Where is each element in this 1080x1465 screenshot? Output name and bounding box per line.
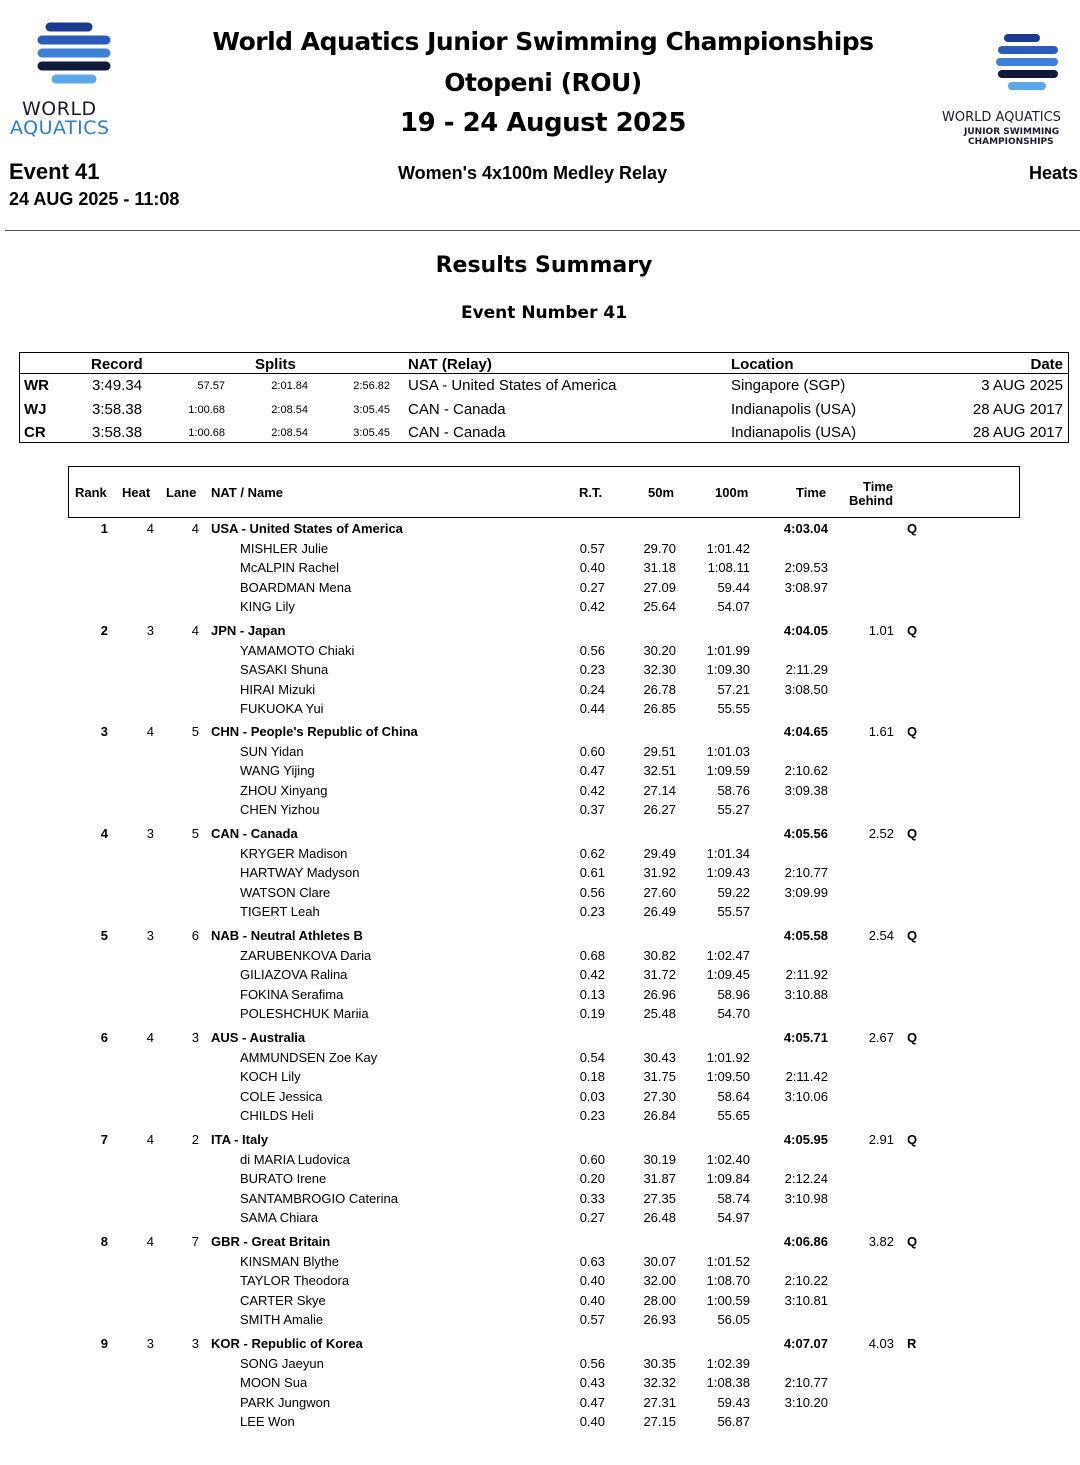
swimmer-name: ZARUBENKOVA Daria (240, 947, 372, 963)
swimmer-split-50m: 25.64 (643, 599, 676, 615)
team-qualification: Q (907, 826, 918, 841)
swimmer-cumulative-time: 3:10.98 (784, 1190, 828, 1206)
team-heat: 3 (146, 623, 154, 638)
record-split-100: 2:01.84 (271, 380, 308, 392)
record-location: Indianapolis (USA) (731, 424, 857, 441)
swimmer-split-100m: 59.22 (717, 884, 750, 900)
team-heat: 3 (146, 1336, 154, 1351)
swimmer-split-100m: 1:01.99 (706, 642, 750, 658)
swimmer-reaction-time: 0.68 (579, 947, 605, 963)
swimmer-split-100m: 57.21 (717, 681, 750, 697)
swimmer-split-50m: 31.92 (643, 865, 676, 881)
swimmer-split-50m: 29.51 (643, 743, 676, 759)
swimmer-split-50m: 32.00 (643, 1273, 676, 1289)
swimmer-cumulative-time: 3:10.06 (784, 1088, 828, 1104)
team-lane: 3 (191, 1030, 199, 1045)
event-phase: Heats (1028, 163, 1078, 183)
swimmer-reaction-time: 0.63 (579, 1253, 605, 1269)
swimmer-reaction-time: 0.47 (579, 1394, 605, 1410)
results-header-lane: Lane (166, 485, 197, 500)
team-time: 4:05.71 (783, 1030, 828, 1045)
team-lane: 5 (191, 826, 199, 841)
swimmer-split-100m: 1:09.84 (706, 1171, 750, 1187)
swimmer-reaction-time: 0.40 (579, 1292, 605, 1308)
swimmer-name: COLE Jessica (240, 1088, 323, 1104)
swimmer-name: GILIAZOVA Ralina (240, 967, 348, 983)
record-date: 28 AUG 2017 (972, 401, 1063, 418)
record-nat: CAN - Canada (408, 424, 506, 441)
dates-title: 19 - 24 August 2025 (400, 108, 686, 138)
swimmer-split-100m: 55.65 (717, 1108, 750, 1124)
swimmer-name: KOCH Lily (240, 1069, 301, 1085)
record-code: WR (24, 377, 49, 394)
header-divider (5, 230, 1080, 231)
swimmer-split-50m: 32.32 (643, 1375, 676, 1391)
swimmer-split-100m: 1:02.47 (706, 947, 750, 963)
swimmer-name: SASAKI Shuna (240, 662, 329, 678)
swimmer-cumulative-time: 3:10.20 (784, 1394, 828, 1410)
event-number: Event Number 41 (460, 303, 628, 323)
swimmer-name: HARTWAY Madyson (240, 865, 360, 881)
record-code: CR (24, 424, 46, 441)
team-time: 4:04.65 (783, 724, 828, 739)
records-header-record: Record (91, 356, 143, 373)
record-code: WJ (24, 401, 47, 418)
swimmer-split-100m: 56.87 (717, 1414, 750, 1430)
team-lane: 5 (191, 724, 199, 739)
swimmer-reaction-time: 0.62 (579, 845, 605, 861)
swimmer-split-50m: 27.35 (643, 1190, 676, 1206)
swimmer-name: WANG Yijing (240, 763, 315, 779)
swimmer-reaction-time: 0.42 (579, 782, 605, 798)
team-time-behind: 1.61 (868, 724, 894, 739)
swimmer-name: KING Lily (240, 599, 295, 615)
venue-title: Otopeni (ROU) (444, 68, 642, 97)
record-location: Indianapolis (USA) (731, 401, 857, 418)
records-header-date: Date (1030, 356, 1063, 373)
swimmer-split-100m: 58.74 (717, 1190, 750, 1206)
logo-line-aquatics: AQUATICS (10, 117, 110, 139)
event-logo-line1: WORLD AQUATICS (942, 110, 1061, 125)
team-time-behind: 2.52 (868, 826, 894, 841)
swimmer-split-100m: 58.76 (717, 782, 750, 798)
team-heat: 4 (146, 1030, 154, 1045)
swimmer-name: YAMAMOTO Chiaki (240, 642, 355, 658)
record-time: 3:58.38 (92, 424, 143, 441)
swimmer-cumulative-time: 3:10.81 (784, 1292, 828, 1308)
team-time-behind: 4.03 (868, 1336, 894, 1351)
record-split-100: 2:08.54 (271, 427, 308, 439)
swimmer-split-50m: 29.49 (643, 845, 676, 861)
swimmer-split-50m: 26.84 (643, 1108, 676, 1124)
swimmer-name: WATSON Clare (240, 884, 331, 900)
team-rank: 3 (100, 724, 108, 739)
swimmer-split-100m: 1:02.39 (706, 1355, 750, 1371)
team-lane: 2 (191, 1132, 199, 1147)
swimmer-split-50m: 31.72 (643, 967, 676, 983)
results-header-100m: 100m (715, 485, 749, 500)
swimmer-split-100m: 1:02.40 (706, 1151, 750, 1167)
swimmer-split-50m: 27.31 (643, 1394, 676, 1410)
team-lane: 7 (191, 1234, 199, 1249)
swimmer-split-100m: 1:08.70 (706, 1273, 750, 1289)
results-header-rank: Rank (75, 485, 107, 500)
swimmer-name: di MARIA Ludovica (240, 1151, 350, 1167)
swimmer-reaction-time: 0.60 (579, 743, 605, 759)
swimmer-split-100m: 1:09.45 (706, 967, 750, 983)
swimmer-split-50m: 31.75 (643, 1069, 676, 1085)
team-time-behind: 2.54 (868, 928, 894, 943)
record-nat: CAN - Canada (408, 401, 506, 418)
swimmer-split-100m: 1:01.42 (706, 540, 750, 556)
team-name: NAB - Neutral Athletes B (211, 928, 363, 943)
results-summary-title: Results Summary (435, 253, 653, 278)
team-qualification: Q (907, 623, 918, 638)
swimmer-split-50m: 30.43 (643, 1049, 676, 1065)
team-name: AUS - Australia (211, 1030, 306, 1045)
logo-line-world: WORLD (22, 98, 97, 120)
team-qualification: Q (907, 724, 918, 739)
records-header-divider (19, 373, 1069, 374)
record-split-50: 1:00.68 (188, 427, 225, 439)
swimmer-name: SMITH Amalie (240, 1312, 324, 1328)
junior-championships-emblem-icon (978, 30, 1068, 100)
swimmer-split-50m: 31.18 (643, 560, 676, 576)
swimmer-reaction-time: 0.47 (579, 763, 605, 779)
swimmer-cumulative-time: 2:09.53 (784, 560, 828, 576)
swimmer-reaction-time: 0.56 (579, 1355, 605, 1371)
swimmer-split-100m: 54.70 (717, 1006, 750, 1022)
swimmer-reaction-time: 0.18 (579, 1069, 605, 1085)
team-qualification: Q (907, 521, 918, 536)
results-header-rt: R.T. (579, 485, 603, 500)
swimmer-reaction-time: 0.61 (579, 865, 605, 881)
swimmer-name: MOON Sua (240, 1375, 308, 1391)
swimmer-split-100m: 54.97 (717, 1210, 750, 1226)
swimmer-name: SANTAMBROGIO Caterina (240, 1190, 398, 1206)
swimmer-split-100m: 1:09.43 (706, 865, 750, 881)
swimmer-reaction-time: 0.23 (579, 904, 605, 920)
swimmer-reaction-time: 0.42 (579, 599, 605, 615)
team-time: 4:04.05 (783, 623, 828, 638)
swimmer-reaction-time: 0.03 (579, 1088, 605, 1104)
swimmer-split-50m: 30.19 (643, 1151, 676, 1167)
swimmer-cumulative-time: 2:12.24 (784, 1171, 828, 1187)
swimmer-reaction-time: 0.60 (579, 1151, 605, 1167)
swimmer-split-100m: 1:08.11 (707, 560, 750, 576)
team-time: 4:05.56 (783, 826, 828, 841)
team-rank: 1 (100, 521, 108, 536)
swimmer-split-100m: 1:01.03 (706, 743, 750, 759)
swimmer-split-100m: 59.43 (717, 1394, 750, 1410)
team-name: GBR - Great Britain (211, 1234, 331, 1249)
swimmer-reaction-time: 0.23 (579, 662, 605, 678)
swimmer-name: CHILDS Heli (240, 1108, 314, 1124)
swimmer-split-50m: 27.60 (643, 884, 676, 900)
record-nat: USA - United States of America (408, 377, 617, 394)
swimmer-reaction-time: 0.20 (579, 1171, 605, 1187)
swimmer-split-100m: 54.07 (717, 599, 750, 615)
team-name: KOR - Republic of Korea (211, 1336, 363, 1351)
team-lane: 6 (191, 928, 199, 943)
swimmer-reaction-time: 0.27 (579, 579, 605, 595)
event-logo-line2: JUNIOR SWIMMING (964, 127, 1060, 137)
swimmer-split-50m: 26.27 (643, 802, 676, 818)
swimmer-split-100m: 56.05 (717, 1312, 750, 1328)
results-header-50m: 50m (648, 485, 675, 500)
swimmer-split-50m: 26.93 (643, 1312, 676, 1328)
swimmer-cumulative-time: 3:08.50 (784, 681, 828, 697)
results-header-behind-line1: Time (863, 479, 894, 494)
swimmer-split-50m: 32.30 (643, 662, 676, 678)
swimmer-cumulative-time: 2:10.77 (784, 865, 828, 881)
swimmer-reaction-time: 0.43 (579, 1375, 605, 1391)
swimmer-split-50m: 31.87 (643, 1171, 676, 1187)
swimmer-split-100m: 55.27 (717, 802, 750, 818)
team-qualification: Q (907, 1030, 918, 1045)
record-split-150: 3:05.45 (353, 404, 390, 416)
swimmer-split-100m: 1:01.34 (706, 845, 750, 861)
swimmer-name: BOARDMAN Mena (240, 579, 352, 595)
team-time: 4:05.95 (783, 1132, 828, 1147)
record-time: 3:49.34 (92, 377, 143, 394)
swimmer-reaction-time: 0.23 (579, 1108, 605, 1124)
championship-title: World Aquatics Junior Swimming Championships (212, 27, 874, 56)
record-date: 3 AUG 2025 (981, 377, 1063, 394)
swimmer-cumulative-time: 2:10.77 (784, 1375, 828, 1391)
swimmer-reaction-time: 0.56 (579, 884, 605, 900)
swimmer-reaction-time: 0.40 (579, 1414, 605, 1430)
swimmer-split-50m: 26.48 (643, 1210, 676, 1226)
swimmer-split-50m: 26.49 (643, 904, 676, 920)
event-logo-line3: CHAMPIONSHIPS (968, 137, 1054, 147)
swimmer-reaction-time: 0.57 (579, 540, 605, 556)
team-time: 4:03.04 (783, 521, 828, 536)
team-rank: 8 (100, 1234, 108, 1249)
results-header-time: Time (796, 485, 827, 500)
team-name: CHN - People's Republic of China (211, 724, 418, 739)
records-header-splits: Splits (255, 356, 296, 373)
swimmer-split-50m: 30.82 (643, 947, 676, 963)
records-header-location: Location (731, 356, 794, 373)
swimmer-reaction-time: 0.42 (579, 967, 605, 983)
team-lane: 4 (191, 521, 199, 536)
swimmer-name: KRYGER Madison (240, 845, 348, 861)
team-time-behind: 1.01 (868, 623, 894, 638)
results-header-behind-line2: Behind (849, 493, 894, 508)
team-qualification: Q (907, 1234, 918, 1249)
junior-championships-logo (938, 30, 1080, 150)
swimmer-split-100m: 1:09.30 (706, 662, 750, 678)
records-table (19, 352, 1069, 443)
swimmer-split-50m: 27.30 (643, 1088, 676, 1104)
records-header-nat: NAT (Relay) (408, 356, 492, 373)
swimmer-split-50m: 26.85 (643, 701, 676, 717)
swimmer-reaction-time: 0.13 (579, 986, 605, 1002)
record-split-100: 2:08.54 (271, 404, 308, 416)
swimmer-split-50m: 30.07 (643, 1253, 676, 1269)
record-split-150: 2:56.82 (353, 380, 390, 392)
swimmer-split-100m: 1:01.92 (706, 1049, 750, 1065)
swimmer-reaction-time: 0.57 (579, 1312, 605, 1328)
team-rank: 6 (100, 1030, 108, 1045)
swimmer-reaction-time: 0.40 (579, 1273, 605, 1289)
swimmer-name: FUKUOKA Yui (240, 701, 324, 717)
swimmer-split-50m: 30.35 (643, 1355, 676, 1371)
record-date: 28 AUG 2017 (972, 424, 1063, 441)
swimmer-name: CARTER Skye (240, 1292, 326, 1308)
swimmer-name: SAMA Chiara (240, 1210, 319, 1226)
swimmer-cumulative-time: 2:10.22 (784, 1273, 828, 1289)
world-aquatics-logo (8, 18, 140, 138)
record-location: Singapore (SGP) (731, 377, 846, 394)
team-rank: 9 (100, 1336, 108, 1351)
team-time-behind: 2.67 (868, 1030, 894, 1045)
swimmer-cumulative-time: 2:11.42 (785, 1069, 828, 1085)
team-qualification: Q (907, 1132, 918, 1147)
results-header-name: NAT / Name (211, 485, 283, 500)
swimmer-split-100m: 55.55 (717, 701, 750, 717)
swimmer-name: SUN Yidan (240, 743, 304, 759)
swimmer-cumulative-time: 3:08.97 (784, 579, 828, 595)
team-heat: 4 (146, 1234, 154, 1249)
record-split-150: 3:05.45 (353, 427, 390, 439)
team-time: 4:07.07 (783, 1336, 828, 1351)
swimmer-split-50m: 25.48 (643, 1006, 676, 1022)
team-time-behind: 2.91 (868, 1132, 894, 1147)
swimmer-reaction-time: 0.27 (579, 1210, 605, 1226)
swimmer-split-50m: 28.00 (643, 1292, 676, 1308)
swimmer-name: MISHLER Julie (240, 540, 329, 556)
swimmer-split-50m: 27.15 (643, 1414, 676, 1430)
swimmer-name: PARK Jungwon (240, 1394, 331, 1410)
swimmer-split-50m: 27.09 (643, 579, 676, 595)
swimmer-split-50m: 32.51 (643, 763, 676, 779)
swimmer-split-100m: 58.96 (717, 986, 750, 1002)
swimmer-split-100m: 55.57 (717, 904, 750, 920)
swimmer-name: LEE Won (240, 1414, 295, 1430)
team-lane: 3 (191, 1336, 199, 1351)
record-time: 3:58.38 (92, 401, 143, 418)
swimmer-name: BURATO Irene (240, 1171, 327, 1187)
results-header-heat: Heat (122, 485, 151, 500)
swimmer-name: POLESHCHUK Mariia (240, 1006, 369, 1022)
swimmer-split-50m: 29.70 (643, 540, 676, 556)
swimmer-reaction-time: 0.24 (579, 681, 605, 697)
event-label: Event 41 (9, 159, 100, 184)
team-qualification: Q (907, 928, 918, 943)
swimmer-name: CHEN Yizhou (240, 802, 320, 818)
team-heat: 4 (146, 724, 154, 739)
swimmer-name: McALPIN Rachel (240, 560, 339, 576)
swimmer-cumulative-time: 2:10.62 (784, 763, 828, 779)
swimmer-split-50m: 26.96 (643, 986, 676, 1002)
record-split-50: 57.57 (197, 380, 225, 392)
swimmer-name: ZHOU Xinyang (240, 782, 328, 798)
team-rank: 7 (100, 1132, 108, 1147)
swimmer-split-50m: 26.78 (643, 681, 676, 697)
swimmer-cumulative-time: 3:09.99 (784, 884, 828, 900)
swimmer-split-100m: 1:09.59 (706, 763, 750, 779)
swimmer-split-50m: 27.14 (643, 782, 676, 798)
team-name: USA - United States of America (211, 521, 403, 536)
swimmer-cumulative-time: 3:10.88 (784, 986, 828, 1002)
swimmer-reaction-time: 0.54 (579, 1049, 605, 1065)
swimmer-reaction-time: 0.44 (579, 701, 605, 717)
swimmer-reaction-time: 0.37 (579, 802, 605, 818)
swimmer-split-100m: 1:09.50 (706, 1069, 750, 1085)
swimmer-reaction-time: 0.56 (579, 642, 605, 658)
swimmer-split-50m: 30.20 (643, 642, 676, 658)
team-time-behind: 3.82 (868, 1234, 894, 1249)
team-lane: 4 (191, 623, 199, 638)
team-rank: 5 (100, 928, 108, 943)
team-heat: 4 (146, 521, 154, 536)
swimmer-split-100m: 1:08.38 (706, 1375, 750, 1391)
swimmer-reaction-time: 0.19 (579, 1006, 605, 1022)
team-heat: 3 (146, 826, 154, 841)
swimmer-name: AMMUNDSEN Zoe Kay (240, 1049, 378, 1065)
swimmer-name: TIGERT Leah (240, 904, 320, 920)
swimmer-name: SONG Jaeyun (240, 1355, 324, 1371)
swimmer-cumulative-time: 2:11.29 (785, 662, 828, 678)
team-heat: 3 (146, 928, 154, 943)
team-name: CAN - Canada (211, 826, 298, 841)
swimmer-name: HIRAI Mizuki (240, 681, 316, 697)
team-rank: 4 (100, 826, 108, 841)
team-name: JPN - Japan (211, 623, 286, 638)
team-qualification: R (907, 1336, 917, 1351)
swimmer-cumulative-time: 2:11.92 (785, 967, 828, 983)
swimmer-reaction-time: 0.40 (579, 560, 605, 576)
swimmer-split-100m: 59.44 (717, 579, 750, 595)
team-time: 4:05.58 (783, 928, 828, 943)
swimmer-reaction-time: 0.33 (579, 1190, 605, 1206)
team-time: 4:06.86 (783, 1234, 828, 1249)
event-datetime: 24 AUG 2025 - 11:08 (9, 189, 180, 209)
swimmer-name: TAYLOR Theodora (240, 1273, 350, 1289)
swimmer-split-100m: 1:01.52 (706, 1253, 750, 1269)
swimmer-split-100m: 1:00.59 (706, 1292, 750, 1308)
swimmer-name: FOKINA Serafima (240, 986, 344, 1002)
world-aquatics-emblem-icon (8, 18, 140, 98)
swimmer-split-100m: 58.64 (717, 1088, 750, 1104)
swimmer-cumulative-time: 3:09.38 (784, 782, 828, 798)
team-heat: 4 (146, 1132, 154, 1147)
event-name: Women's 4x100m Medley Relay (398, 163, 668, 183)
team-name: ITA - Italy (211, 1132, 269, 1147)
record-split-50: 1:00.68 (188, 404, 225, 416)
team-rank: 2 (100, 623, 108, 638)
swimmer-name: KINSMAN Blythe (240, 1253, 339, 1269)
